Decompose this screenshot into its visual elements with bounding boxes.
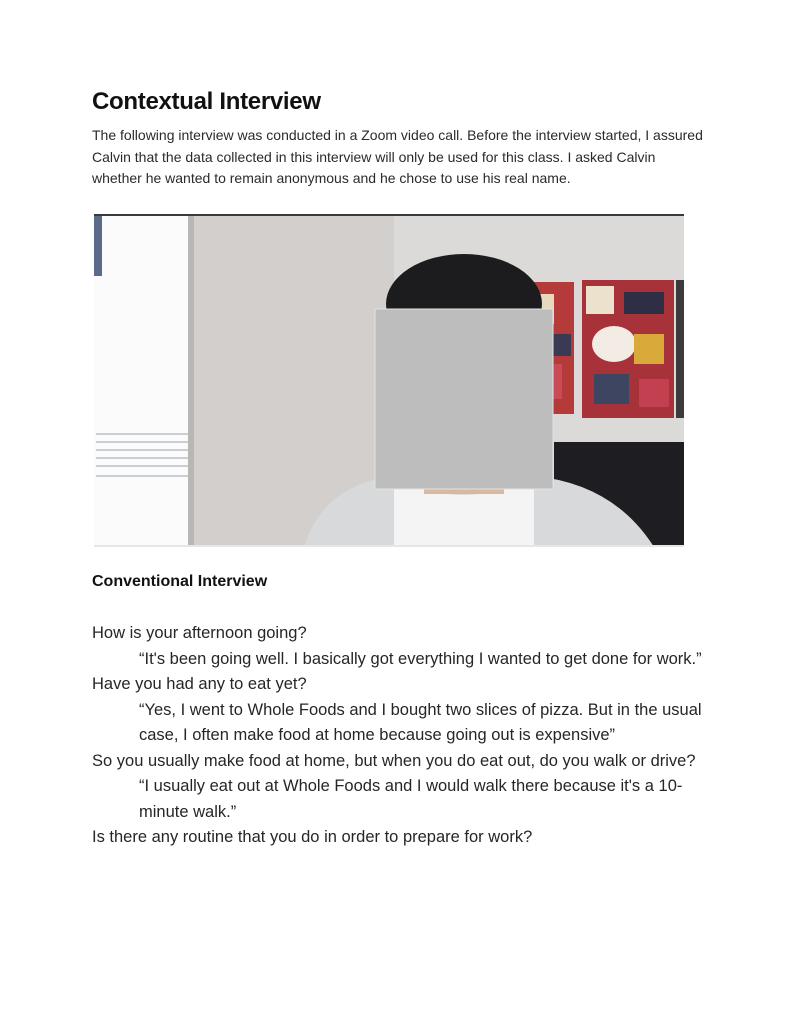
- face-blur-box: [375, 309, 553, 489]
- page-title: Contextual Interview: [92, 88, 321, 115]
- answer: “It's been going well. I basically got everything I wanted to get done for work.”: [139, 649, 702, 668]
- wall-art-right: [582, 280, 684, 418]
- video-call-photo: [94, 214, 684, 547]
- answer: “I usually eat out at Whole Foods and I would walk there because it's a 10-minute walk.”: [139, 777, 683, 821]
- question: How is your afternoon going?: [92, 624, 307, 642]
- question: So you usually make food at home, but when you do eat out, do you walk or drive?: [92, 751, 696, 770]
- answer: “Yes, I went to Whole Foods and I bought two slices of pizza. But in the usual case, I often make food at home because going out is expensive”: [139, 700, 702, 744]
- interview-transcript: [92, 621, 707, 851]
- intro-paragraph: The following interview was conducted in a Zoom video call. Before the interview started, I assured Calvin that the data collected in this interview will only be used for this class. I asked Calvin whether he wanted to remain anonymous and he chose to use his real name.: [92, 127, 703, 186]
- section-heading: Conventional Interview: [92, 573, 268, 590]
- question: Have you had any to eat yet?: [92, 675, 307, 693]
- question: Is there any routine that you do in order to prepare for work?: [92, 828, 533, 846]
